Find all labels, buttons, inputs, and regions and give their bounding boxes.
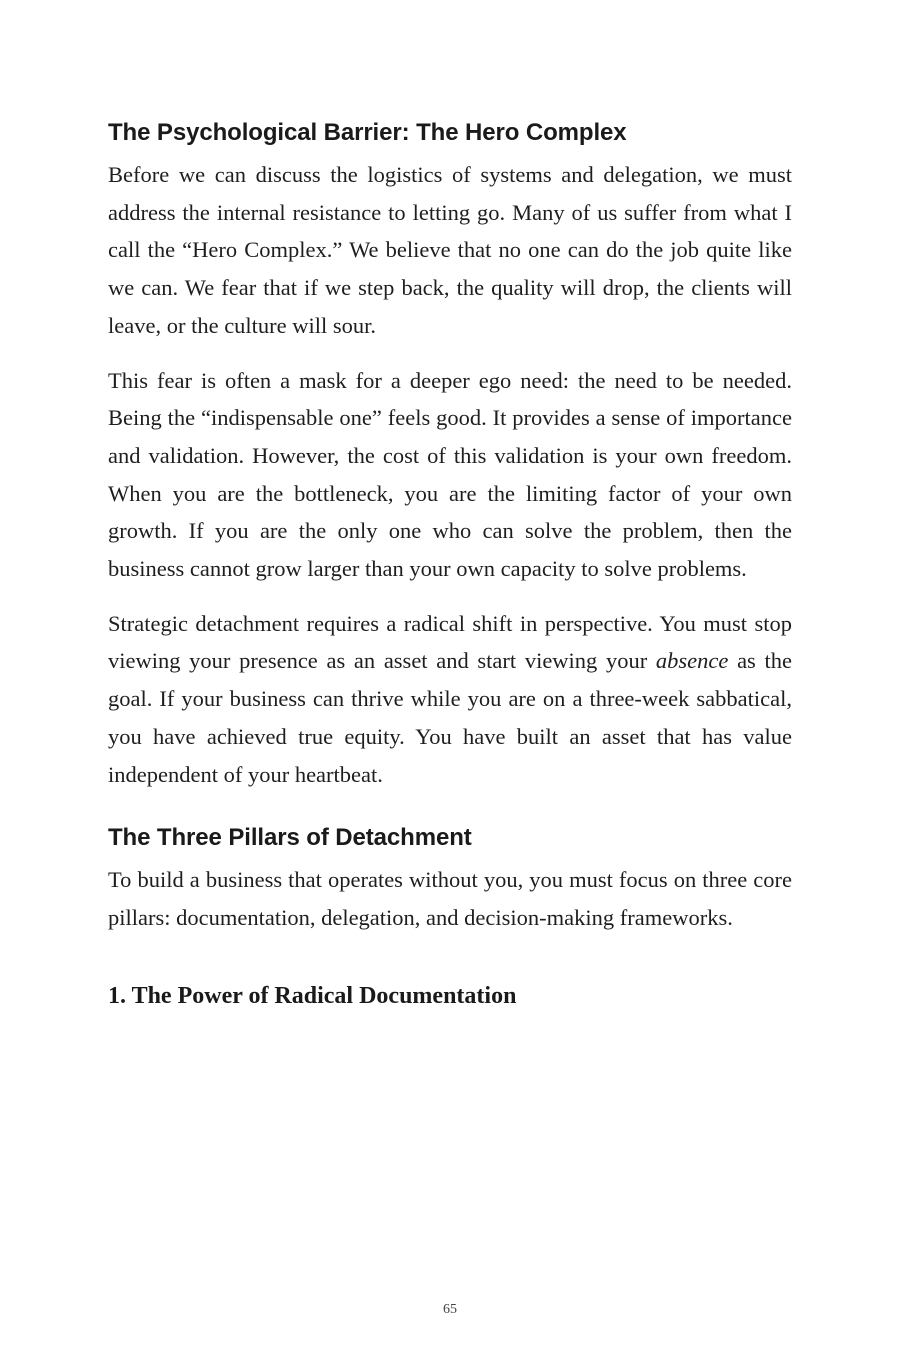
paragraph-text-part: as the goal. If your business can thrive while you are on a three-week sabbatical, you have achieved true equity. You have built an asset that has value independent of your heartbeat. bbox=[108, 648, 792, 787]
paragraph-text-part: Strategic detachment requires a radical shift in perspective. You must stop viewing your presence as an asset and start viewing your bbox=[108, 610, 792, 674]
section-heading-hero-complex: The Psychological Barrier: The Hero Complex bbox=[108, 119, 627, 146]
page-content bbox=[108, 116, 792, 1013]
paragraph-strategic-detachment bbox=[108, 605, 792, 794]
page-number: 65 bbox=[443, 1302, 457, 1317]
paragraph-hero-complex: Before we can discuss the logistics of systems and delegation, we must address the internal resistance to letting go. Many of us suffer from what I call the “Hero Complex.” We believe that no one can do the job quite like we can. We fear that if we step back, the quality will drop, the clients will leave, or the culture will sour. bbox=[108, 162, 792, 338]
subsection-heading-documentation: 1. The Power of Radical Documentation bbox=[108, 982, 517, 1009]
emphasized-word: absence bbox=[655, 648, 729, 674]
section-heading-three-pillars: The Three Pillars of Detachment bbox=[108, 824, 472, 852]
paragraph-three-pillars: To build a business that operates without you, you must focus on three core pillars: documentation, delegation, and decision-making frameworks. bbox=[108, 867, 792, 930]
paragraph-ego-need: This fear is often a mask for a deeper ego need: the need to be needed. Being the “indispensable one” feels good. It provides a sense of importance and validation. However, the cost of this validation is your own freedom. When you are the bottleneck, you are the limiting factor of your own growth. If you are the only one who can solve the problem, then the business cannot grow larger than your own capacity to solve problems. bbox=[108, 367, 792, 582]
